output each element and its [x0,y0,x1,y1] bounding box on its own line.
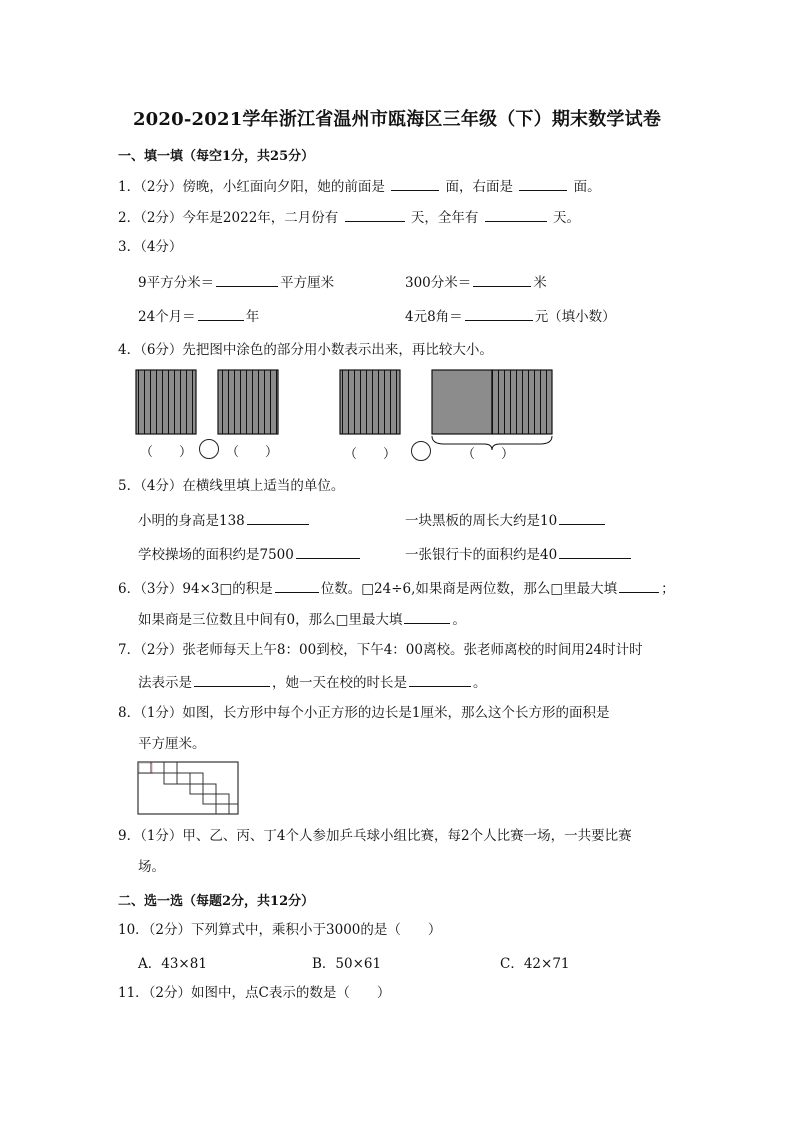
answer-paren[interactable]: （ ） [140,445,193,460]
question-7-text-c: ，她一天在校的时长是 [272,675,407,691]
question-2-text-c: 天。 [552,210,580,226]
figure-d-striped [492,370,552,434]
question-2-text-a: 2．（2分）今年是2022年，二月份有 [118,210,339,226]
compare-circle[interactable] [199,439,219,459]
question-5-item-c [138,544,362,564]
question-1-text-c: 面。 [573,179,601,195]
question-7-text-b: 法表示是 [138,675,192,691]
section-fill-in-heading: 一、填一填（每空1分，共25分） [118,149,315,164]
question-5-item-b [405,510,607,530]
question-1-text-b: 面，右面是 [445,179,514,195]
page-title: 2020-2021学年浙江省温州市瓯海区三年级（下）期末数学试卷 [132,109,662,130]
outer-rectangle [138,762,238,814]
answer-paren[interactable]: （ ） [344,447,397,462]
unit-question-text: 一张银行卡的面积约是40 [405,547,558,563]
answer-blank[interactable] [559,510,605,525]
answer-blank[interactable] [198,306,244,321]
answer-blank[interactable] [194,672,270,687]
conversion-text: 4元8角＝ [405,309,463,325]
figure-c-striped [340,370,400,434]
conversion-unit: 元（填小数） [534,309,616,325]
question-6-line1 [118,578,675,598]
question-6-line2 [138,609,466,629]
answer-blank[interactable] [465,306,533,321]
question-7-line2 [138,672,487,692]
question-5-item-d [405,544,633,564]
answer-blank[interactable] [391,176,439,191]
answer-blank[interactable] [485,207,547,222]
question-3-heading: 3．（4分） [118,239,183,255]
question-3-row1-right [405,272,547,292]
question-7-text-d: 。 [473,675,487,691]
question-8-line1: 8．（1分）如图，长方形中每个小正方形的边长是1厘米，那么这个长方形的面积是 [118,705,610,721]
option-b[interactable]: B．50×61 [312,956,382,972]
question-4: 4．（6分）先把图中涂色的部分用小数表示出来，再比较大小。 [118,342,493,358]
answer-blank[interactable] [345,207,405,222]
answer-blank[interactable] [519,176,567,191]
conversion-text: 24个月＝ [138,309,196,325]
question-5-heading: 5．（4分）在横线里填上适当的单位。 [118,478,345,494]
answer-paren[interactable]: （ ） [226,445,279,460]
figure-b-striped [218,370,278,434]
question-5-item-a [138,510,311,530]
question-6-text-e: 。 [452,612,466,628]
figure-d-shaded-square [432,370,492,434]
question-8-line2: 平方厘米。 [138,736,206,752]
answer-blank[interactable] [216,272,278,287]
conversion-unit: 米 [533,275,547,291]
question-6-text-d: 如果商是三位数且中间有0，那么□里最大填 [138,612,403,628]
unit-question-text: 小明的身高是138 [138,513,245,529]
answer-paren[interactable]: （ ） [462,447,515,462]
question-6-text-c: ； [661,581,675,597]
answer-blank[interactable] [473,272,531,287]
figure-a-striped [136,370,196,434]
question-3-row2-right [405,306,616,326]
answer-blank[interactable] [559,544,631,559]
question-10: 10．（2分）下列算式中，乘积小于3000的是（ ） [118,922,442,938]
answer-blank[interactable] [404,609,450,624]
answer-blank[interactable] [409,672,471,687]
option-a[interactable]: A．43×81 [138,956,207,972]
question-2 [118,207,580,227]
conversion-unit: 平方厘米 [280,275,335,291]
option-c[interactable]: C．42×71 [500,956,570,972]
question-6-text-b: 位数。□24÷6,如果商是两位数，那么□里最大填 [320,581,618,597]
answer-blank[interactable] [296,544,360,559]
unit-question-text: 一块黑板的周长大约是10 [405,513,558,529]
conversion-text: 300分米＝ [405,275,472,291]
answer-blank[interactable] [275,578,319,593]
section-multiple-choice-heading: 二、选一选（每题2分，共12分） [118,894,315,909]
compare-circle[interactable] [411,441,431,461]
rectangle-grid-figure [136,760,240,818]
question-11: 11．（2分）如图中，点C表示的数是（ ） [118,985,391,1001]
unit-question-text: 学校操场的面积约是7500 [138,547,294,563]
conversion-unit: 年 [245,309,260,325]
conversion-text: 9平方分米＝ [138,275,215,291]
answer-blank[interactable] [247,510,309,525]
question-1 [118,176,601,196]
question-3-row1-left [138,272,334,292]
question-2-text-b: 天，全年有 [410,210,479,226]
question-7-line1: 7．（2分）张老师每天上午8：00到校，下午4：00离校。张老师离校的时间用24时计时 [118,642,643,658]
question-9-line1: 9．（1分）甲、乙、丙、丁4个人参加乒乓球小组比赛，每2个人比赛一场，一共要比赛 [118,828,632,844]
question-9-line2: 场。 [138,859,165,875]
question-6-text-a: 6．（3分）94×3□的积是 [118,581,273,597]
question-3-row2-left [138,306,259,326]
answer-blank[interactable] [619,578,659,593]
question-1-text-a: 1．（2分）傍晚，小红面向夕阳，她的前面是 [118,179,385,195]
